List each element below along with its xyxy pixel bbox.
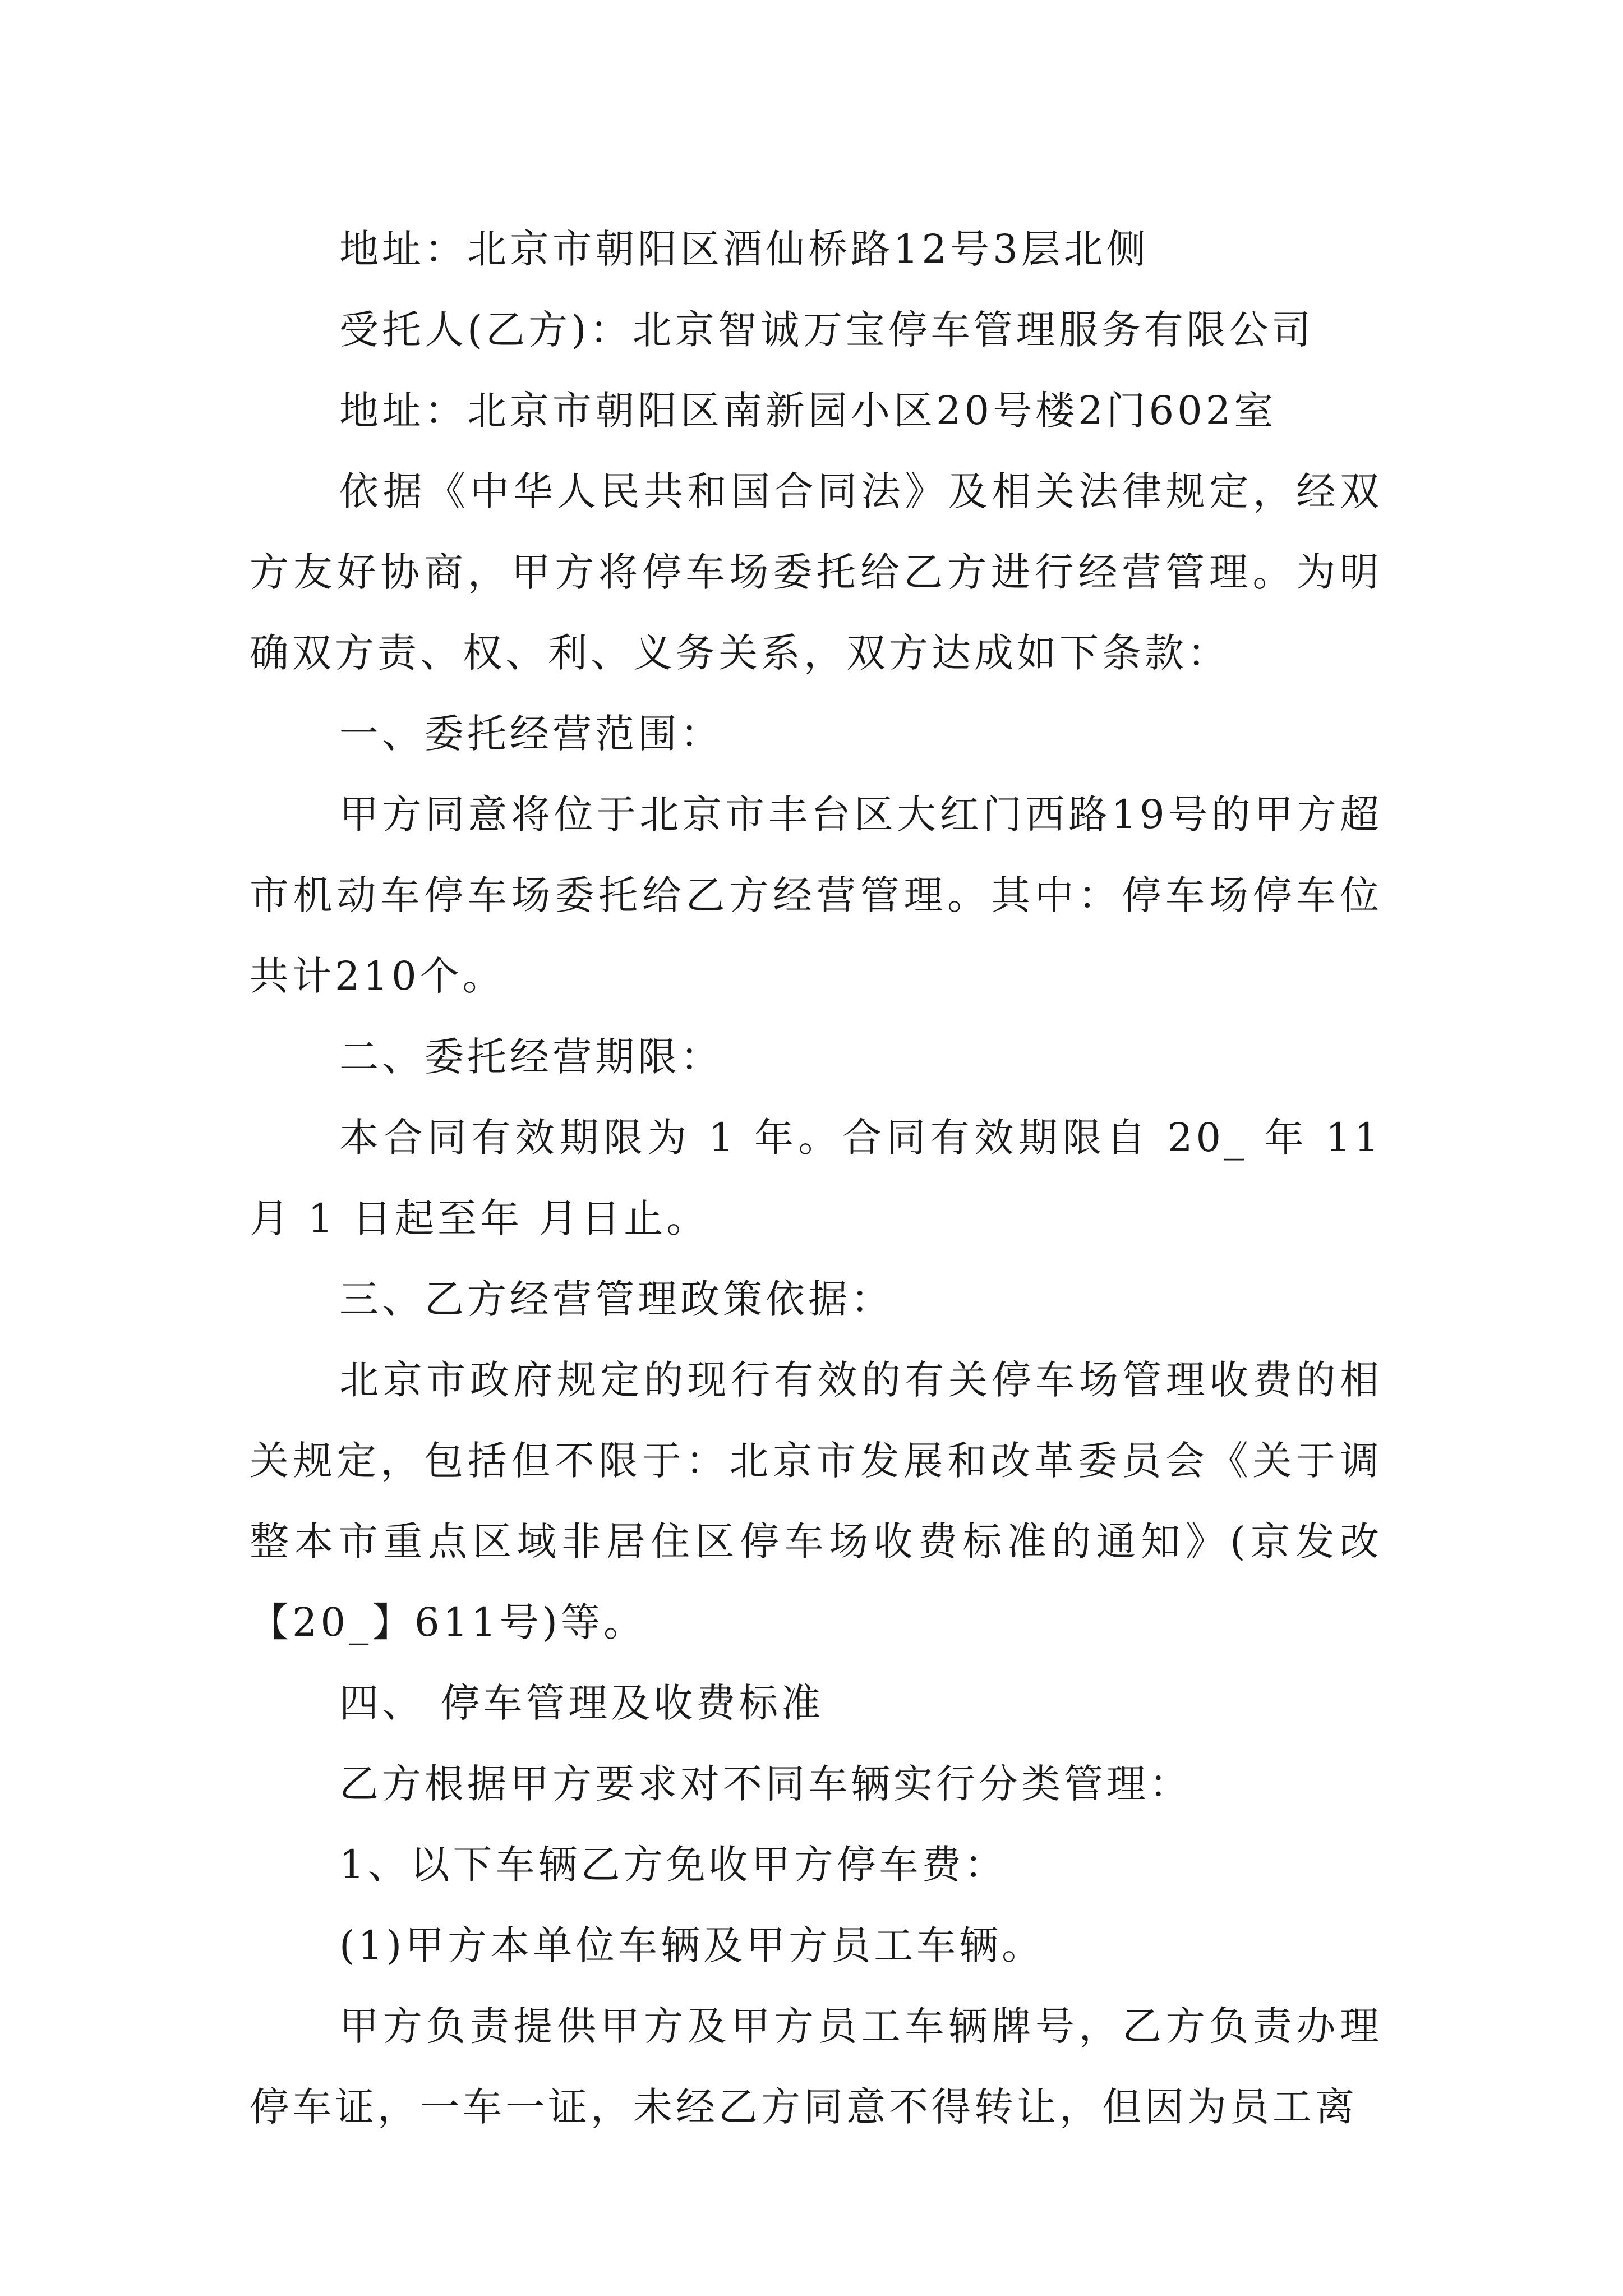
- fees-intro-paragraph: 乙方根据甲方要求对不同车辆实行分类管理：: [339, 1761, 1192, 1807]
- preamble-paragraph: 依据《中华人民共和国合同法》及相关法律规定，经双方友好协商，甲方将停车场委托给乙方进行经营管理。为明确双方责、权、利、义务关系，双方达成如下条款：: [250, 468, 1382, 676]
- section-heading-scope: 一、委托经营范围：: [339, 711, 723, 757]
- fees-item-1: 1、以下车辆乙方免收甲方停车费：: [339, 1842, 1007, 1888]
- scope-paragraph: 甲方同意将位于北京市丰台区大红门西路19号的甲方超市机动车停车场委托给乙方经营管理。其中：停车场停车位共计210个。: [250, 792, 1382, 999]
- section-heading-term: 二、委托经营期限：: [339, 1034, 723, 1080]
- address-line-party-b: 地址：北京市朝阳区南新园小区20号楼2门602室: [339, 388, 1277, 434]
- fees-detail-paragraph: 甲方负责提供甲方及甲方员工车辆牌号，乙方负责办理停车证，一车一证，未经乙方同意不得转让，但因为员工离: [250, 2003, 1382, 2130]
- document-body: [250, 209, 1382, 2147]
- fees-subitem-1: (1)甲方本单位车辆及甲方员工车辆。: [339, 1922, 1045, 1968]
- term-paragraph: 本合同有效期限为 1 年。合同有效期限自 20_ 年 11 月 1 日起至年 月日止。: [250, 1115, 1382, 1241]
- section-heading-fees: 四、 停车管理及收费标准: [339, 1680, 824, 1726]
- address-line-party-a: 地址：北京市朝阳区酒仙桥路12号3层北侧: [339, 226, 1149, 272]
- policy-paragraph: 北京市政府规定的现行有效的有关停车场管理收费的相关规定，包括但不限于：北京市发展和改革委员会《关于调整本市重点区域非居住区停车场收费标准的通知》(京发改【20_】611号)等。: [250, 1357, 1382, 1645]
- section-heading-policy: 三、乙方经营管理政策依据：: [339, 1276, 893, 1322]
- party-b-line: 受托人(乙方)：北京智诚万宝停车管理服务有限公司: [339, 307, 1315, 353]
